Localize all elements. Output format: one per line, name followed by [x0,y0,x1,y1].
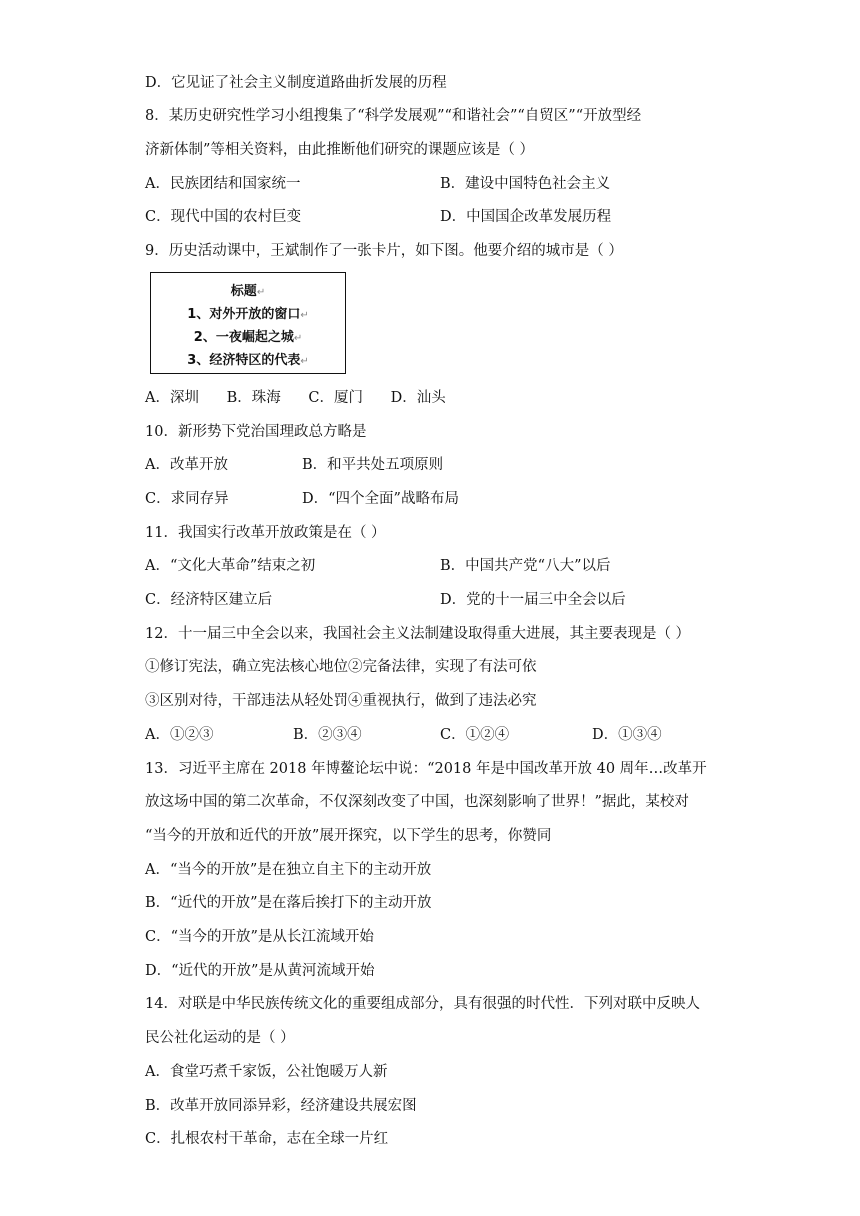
q8-stem-line-1: 8．某历史研究性学习小组搜集了“科学发展观”“和谐社会”“自贸区”“开放型经 [145,108,642,124]
q12-option-c: C．①②④ [440,727,510,743]
q8-option-c: C．现代中国的农村巨变 [145,209,302,225]
q12-stem: 12．十一届三中全会以来，我国社会主义法制建设取得重大进展，其主要表现是（ ） [145,626,691,642]
q10-stem: 10．新形势下党治国理政总方略是 [145,424,367,440]
q8-option-a: A．民族团结和国家统一 [145,176,301,192]
q14-stem-line-1: 14．对联是中华民族传统文化的重要组成部分，具有很强的时代性．下列对联中反映人 [145,996,700,1012]
q9-options: A．深圳 B．珠海 C．厦门 D．汕头 [145,390,446,406]
q10-option-d: D．“四个全面”战略布局 [302,491,459,507]
q13-stem-line-1: 13．习近平主席在 2018 年博鳌论坛中说：“2018 年是中国改革开放 40 周年…改革开 [145,761,707,777]
q11-option-c: C．经济特区建立后 [145,592,273,608]
q13-stem-line-3: “当今的开放和近代的开放”展开探究，以下学生的思考，你赞同 [145,828,552,844]
q8-stem-line-2: 济新体制”等相关资料，由此推断他们研究的课题应该是（ ） [145,142,535,158]
card-item-3: 3、经济特区的代表↵ [187,353,309,368]
q7-option-d: D．它见证了社会主义制度道路曲折发展的历程 [145,75,447,91]
q13-stem-line-2: 放这场中国的第二次革命，不仅深刻改变了中国，也深刻影响了世界！”据此，某校对 [145,794,689,810]
q12-option-a: A．①②③ [145,727,214,743]
q8-option-b: B．建设中国特色社会主义 [440,176,611,192]
q13-option-b: B．“近代的开放”是在落后挨打下的主动开放 [145,895,432,911]
q11-option-a: A．“文化大革命”结束之初 [145,558,316,574]
q12-option-b: B．②③④ [293,727,362,743]
card-item-1: 1、对外开放的窗口↵ [187,307,309,322]
q10-option-a: A．改革开放 [145,457,228,473]
q14-option-a: A．食堂巧煮千家饭，公社饱暖万人新 [145,1064,388,1080]
q14-stem-line-2: 民公社化运动的是（ ） [145,1030,295,1046]
q13-option-c: C．“当今的开放”是从长江流域开始 [145,929,374,945]
q11-stem: 11．我国实行改革开放政策是在（ ） [145,525,386,541]
q11-option-b: B．中国共产党“八大”以后 [440,558,611,574]
q13-option-a: A．“当今的开放”是在独立自主下的主动开放 [145,862,432,878]
q12-statements-line-2: ③区别对待，干部违法从轻处罚④重视执行，做到了违法必究 [145,693,537,709]
q11-option-d: D．党的十一届三中全会以后 [440,592,626,608]
q14-option-c: C．扎根农村干革命，志在全球一片红 [145,1131,389,1147]
q14-option-b: B．改革开放同添异彩，经济建设共展宏图 [145,1098,417,1114]
q9-stem: 9．历史活动课中，王斌制作了一张卡片，如下图。他要介绍的城市是（ ） [145,243,623,259]
q12-option-d: D．①③④ [592,727,662,743]
q13-option-d: D．“近代的开放”是从黄河流域开始 [145,963,375,979]
card-title: 标题↵ [230,284,266,299]
q8-option-d: D．中国国企改革发展历程 [440,209,612,225]
card-item-2: 2、一夜崛起之城↵ [193,330,303,345]
q12-statements-line-1: ①修订宪法，确立宪法核心地位②完备法律，实现了有法可依 [145,659,537,675]
q10-option-c: C．求同存异 [145,491,229,507]
city-card-figure [150,272,346,374]
q10-option-b: B．和平共处五项原则 [302,457,444,473]
